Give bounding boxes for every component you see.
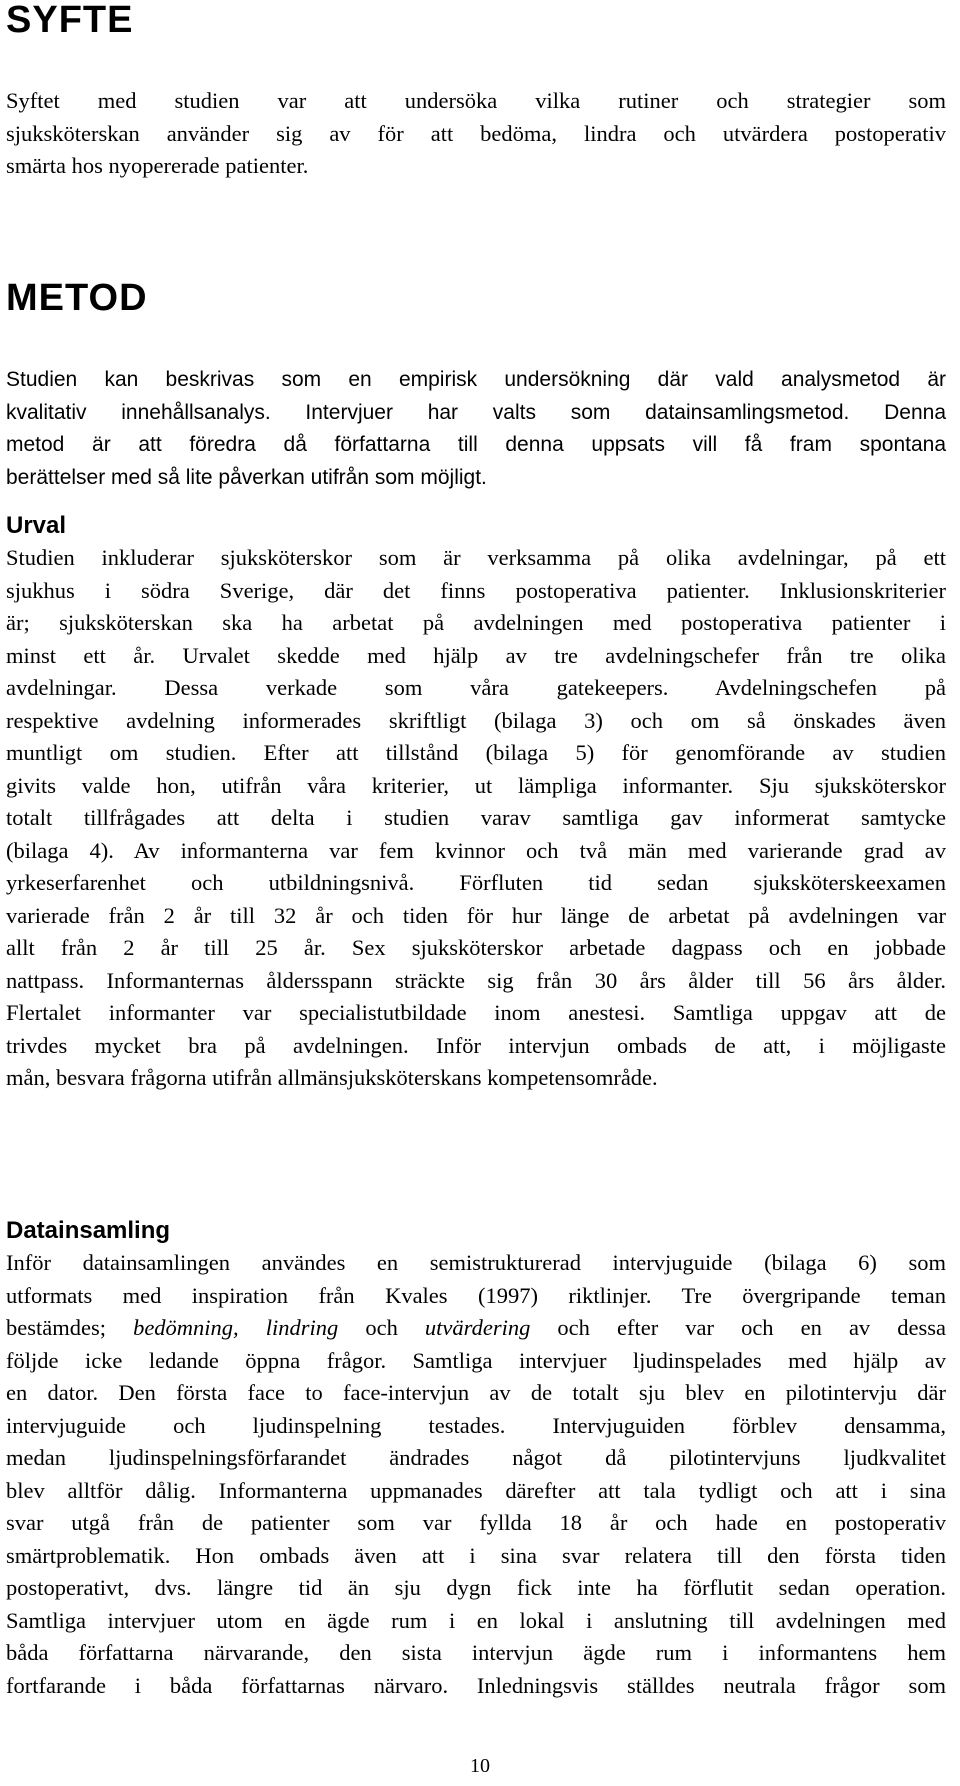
- heading-datainsamling: Datainsamling: [6, 1217, 171, 1244]
- text-line: medan ljudinspelningsförfarandet ändrades något då pilotintervjuns ljudkvalitet: [6, 1445, 946, 1470]
- text-line: avdelningar. Dessa verkade som våra gatekeepers. Avdelningschefen på: [6, 675, 946, 700]
- text-line: Studien kan beskrivas som en empirisk undersökning där vald analysmetod är: [6, 368, 946, 391]
- heading-syfte: SYFTE: [6, 0, 134, 41]
- paragraph-syfte: [6, 85, 946, 183]
- italic-term-bedomning-lindring: bedömning, lindring: [133, 1315, 339, 1340]
- text-line: en dator. Den första face to face-intervjun av de totalt sju blev en pilotintervju där: [6, 1380, 946, 1405]
- text-line: Studien inkluderar sjuksköterskor som är verksamma på olika avdelningar, på ett: [6, 545, 946, 570]
- text-line: följde icke ledande öppna frågor. Samtliga intervjuer ljudinspelades med hjälp av: [6, 1347, 946, 1373]
- text-line: smärta hos nyopererade patienter.: [6, 153, 309, 178]
- heading-urval: Urval: [6, 512, 67, 539]
- text-line: Flertalet informanter var specialistutbildade inom anestesi. Samtliga uppgav att de: [6, 1000, 946, 1025]
- text-line: totalt tillfrågades att delta i studien varav samtliga gav informerat samtycke: [6, 805, 946, 830]
- text-line: fortfarande i båda författarnas närvaro. Inledningsvis ställdes neutrala frågor som: [6, 1672, 946, 1698]
- text-line: utformats med inspiration från Kvales (1997) riktlinjer. Tre övergripande teman: [6, 1282, 946, 1308]
- text-line: intervjuguide och ljudinspelning testades. Intervjuguiden förblev densamma,: [6, 1412, 946, 1438]
- text-line: Syftet med studien var att undersöka vilka rutiner och strategier som: [6, 88, 946, 113]
- paragraph-urval: [6, 542, 946, 1095]
- text-line: berättelser med så lite påverkan utifrån som möjligt.: [6, 465, 487, 489]
- text-line: svar utgå från de patienter som var fyllda 18 år och hade en postoperativ: [6, 1510, 946, 1535]
- text-run: och: [338, 1315, 425, 1340]
- text-line: blev alltför dålig. Informanterna uppmanades därefter att tala tydligt och att i sina: [6, 1477, 946, 1503]
- text-run: bestämdes;: [6, 1315, 134, 1340]
- text-line: mån, besvara frågorna utifrån allmänsjuksköterskans kompetensområde.: [6, 1065, 658, 1090]
- text-line: nattpass. Informanternas åldersspann sträckte sig från 30 års ålder till 56 års ålder.: [6, 967, 946, 993]
- text-line: är; sjuksköterskan ska ha arbetat på avdelningen med postoperativa patienter i: [6, 610, 946, 635]
- text-line: sjukhus i södra Sverige, där det finns postoperativa patienter. Inklusionskriterier: [6, 577, 946, 603]
- text-line: allt från 2 år till 25 år. Sex sjuksköterskor arbetade dagpass och en jobbade: [6, 935, 946, 960]
- heading-metod: METOD: [6, 277, 148, 319]
- text-line: givits valde hon, utifrån våra kriterier, ut lämpliga informanter. Sju sjuksköterskor: [6, 772, 946, 798]
- text-run: och efter var och en av dessa: [530, 1315, 946, 1340]
- text-line: kvalitativ innehållsanalys. Intervjuer har valts som datainsamlingsmetod. Denna: [6, 400, 946, 424]
- text-line: yrkeserfarenhet och utbildningsnivå. Förfluten tid sedan sjuksköterskeexamen: [6, 870, 946, 895]
- italic-term-utvardering: utvärdering: [424, 1315, 531, 1340]
- paragraph-metod: [6, 364, 946, 494]
- text-line: respektive avdelning informerades skriftligt (bilaga 3) och om så önskades även: [6, 707, 946, 733]
- text-line: båda författarna närvarande, den sista intervjun ägde rum i informantens hem: [6, 1640, 946, 1665]
- text-line-with-italics: [6, 1312, 946, 1345]
- text-line: sjuksköterskan använder sig av för att bedöma, lindra och utvärdera postoperativ: [6, 120, 946, 146]
- text-line: (bilaga 4). Av informanterna var fem kvinnor och två män med varierande grad av: [6, 837, 946, 863]
- text-line: Samtliga intervjuer utom en ägde rum i en lokal i anslutning till avdelningen med: [6, 1607, 946, 1633]
- text-line: smärtproblematik. Hon ombads även att i sina svar relatera till den första tiden: [6, 1542, 946, 1568]
- text-line: varierade från 2 år till 32 år och tiden för hur länge de arbetat på avdelningen var: [6, 902, 946, 928]
- page-number: 10: [470, 1755, 490, 1777]
- text-line: muntligt om studien. Efter att tillstånd (bilaga 5) för genomförande av studien: [6, 740, 946, 765]
- text-line: trivdes mycket bra på avdelningen. Inför intervjun ombads de att, i möjligaste: [6, 1032, 946, 1058]
- text-line: Inför datainsamlingen användes en semistrukturerad intervjuguide (bilaga 6) som: [6, 1250, 946, 1275]
- text-line: minst ett år. Urvalet skedde med hjälp av tre avdelningschefer från tre olika: [6, 642, 946, 668]
- text-line: metod är att föredra då författarna till denna uppsats vill få fram spontana: [6, 433, 946, 456]
- text-line: postoperativt, dvs. längre tid än sju dygn fick inte ha förflutit sedan operation.: [6, 1575, 946, 1600]
- paragraph-datainsamling: [6, 1247, 946, 1702]
